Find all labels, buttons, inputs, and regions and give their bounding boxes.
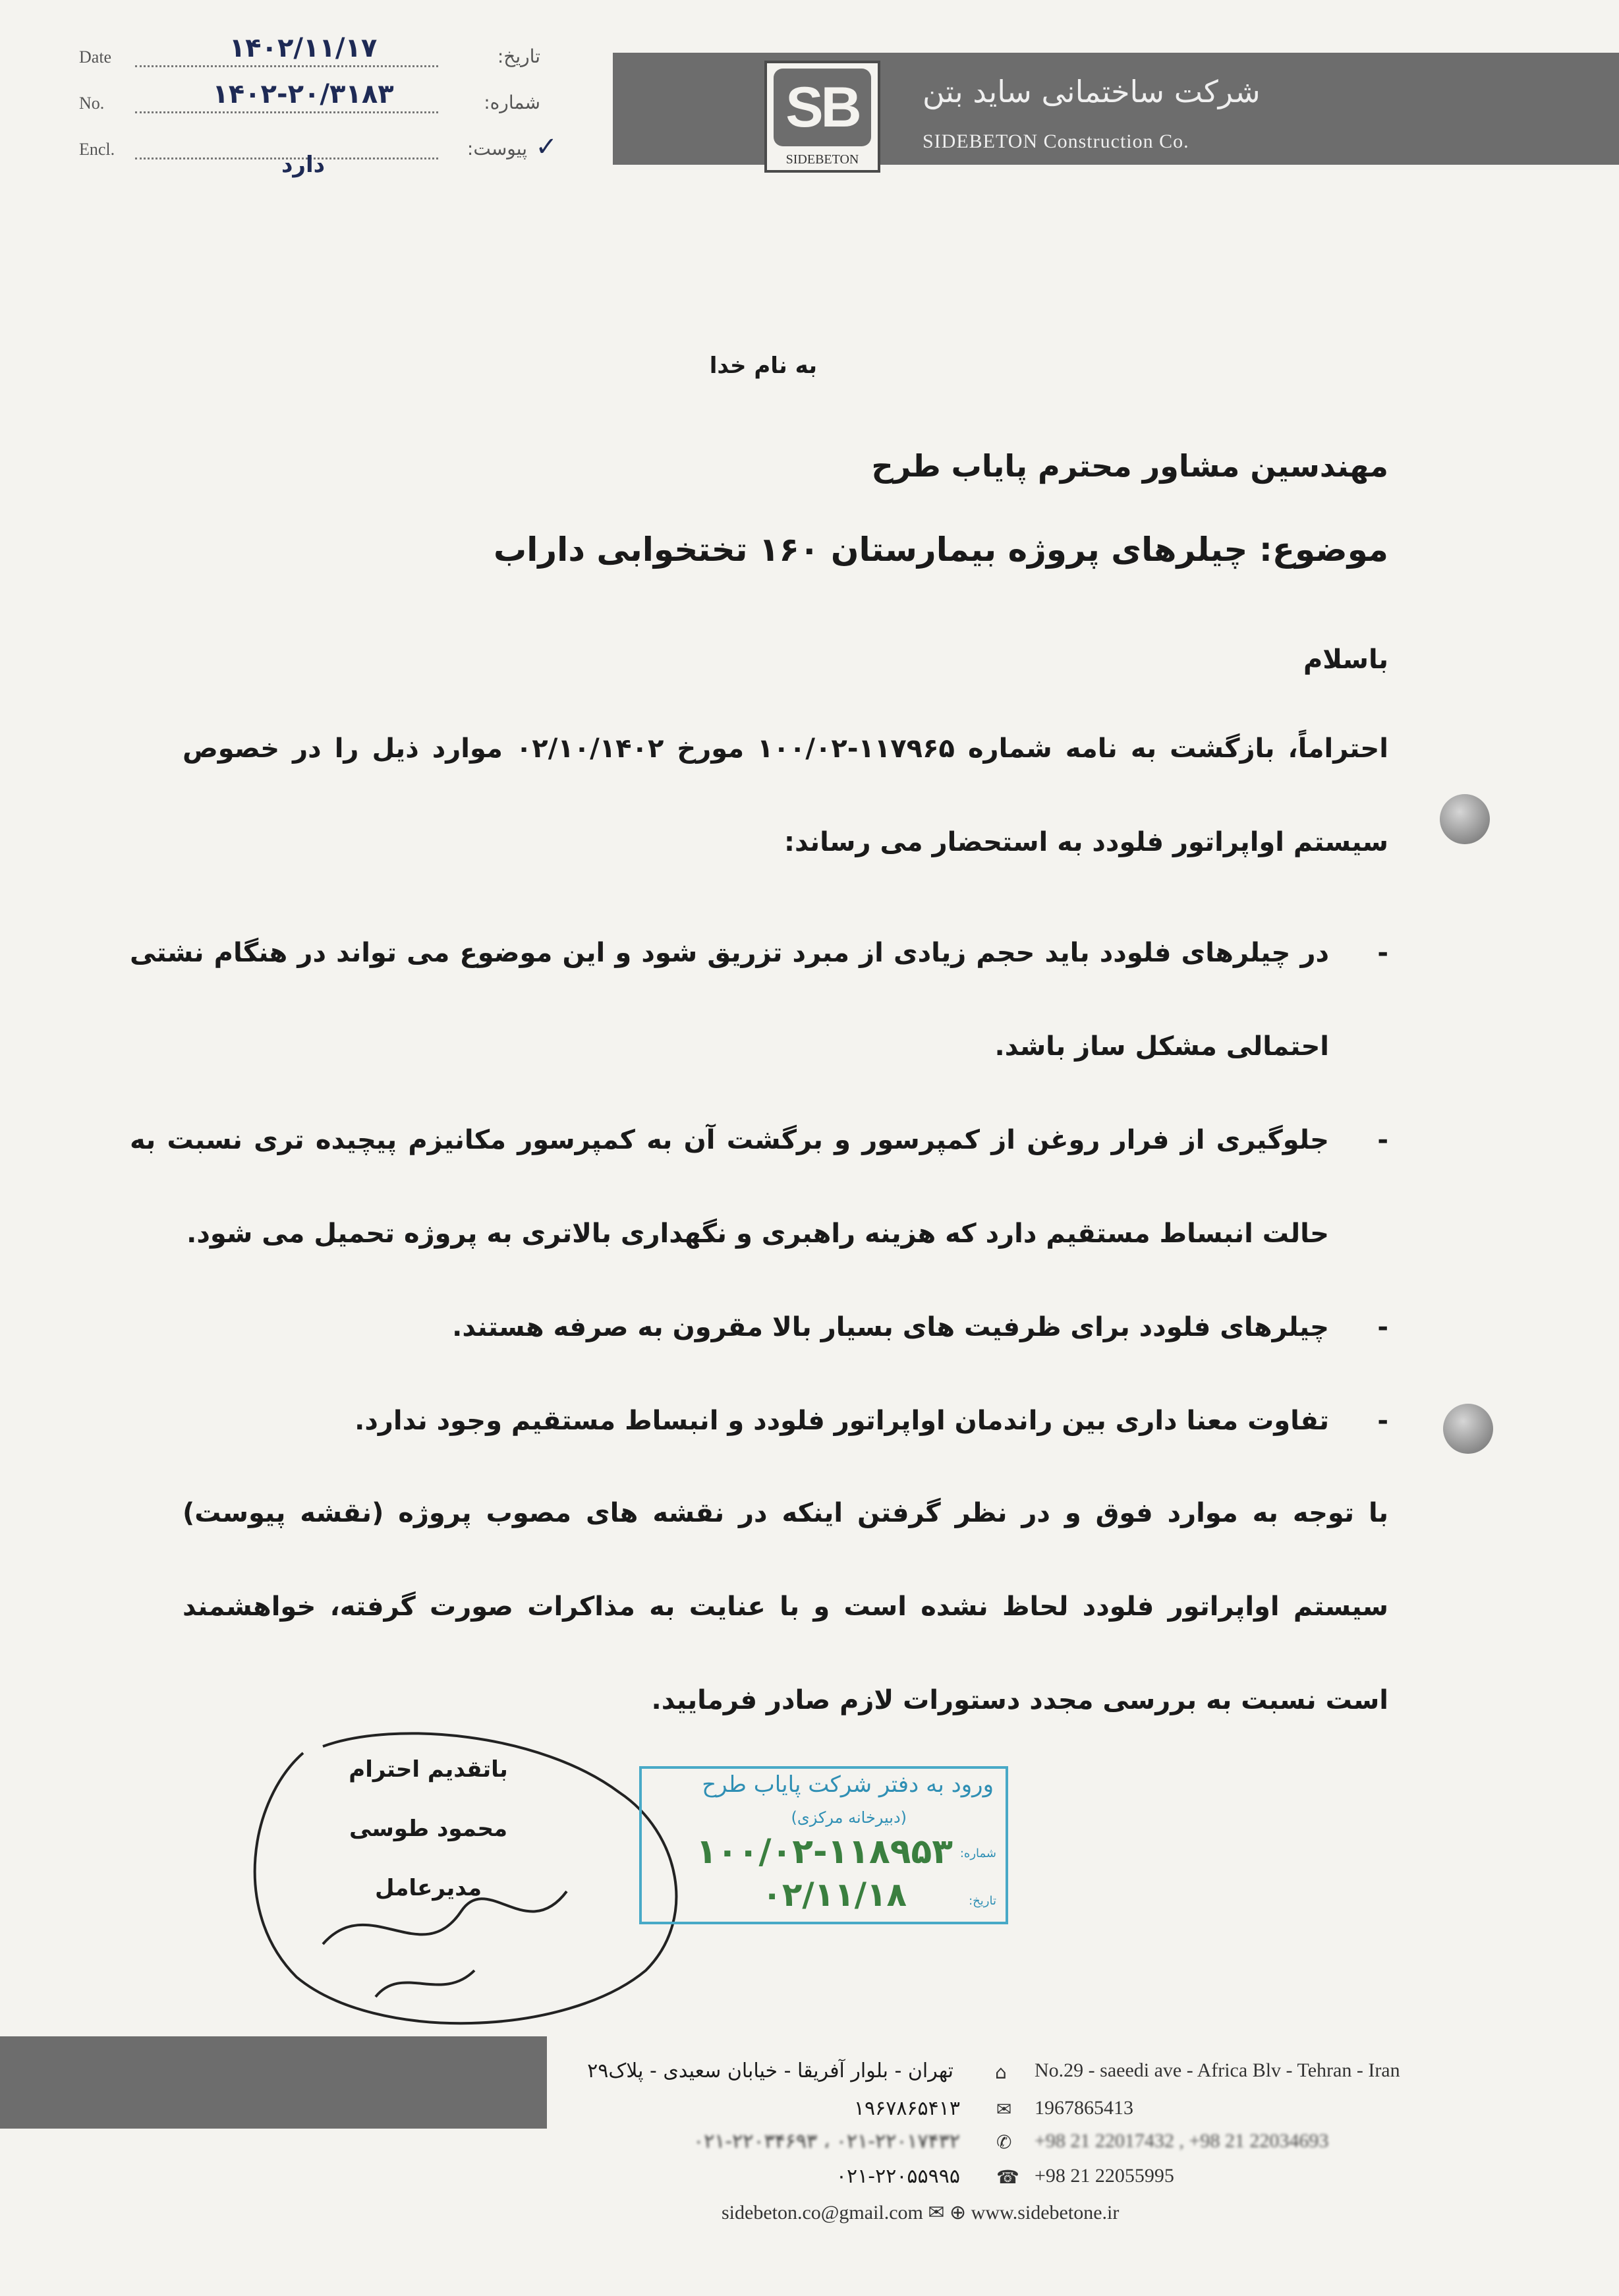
date-label-fa: تاریخ: <box>497 45 540 67</box>
company-name-fa: شرکت ساختمانی ساید بتن <box>923 74 1261 109</box>
encl-label-fa: پیوست: <box>467 138 527 159</box>
postal-fa: ۱۹۶۷۸۶۵۴۱۳ <box>853 2097 960 2120</box>
number-line <box>135 111 438 113</box>
encl-label-en: Encl. <box>79 140 115 159</box>
email-icon: ✉ <box>928 2202 950 2224</box>
date-label-en: Date <box>79 47 112 67</box>
list-item: - در چیلرهای فلودد باید حجم زیادی از مبرد تزریق شود و این موضوع می تواند در هنگام نشتی احتمالی مشکل ساز باشد. <box>130 906 1329 1093</box>
salutation: باسلام <box>1303 645 1388 675</box>
regards-text: باتقدیم احترام <box>349 1756 508 1783</box>
number-value: ۱۴۰۲-۲۰/۳۱۸۳ <box>212 79 394 109</box>
closing-paragraph: با توجه به موارد فوق و در نظر گرفتن اینکه در نقشه های مصوب پروژه (نقشه پیوست) سیستم اواپراتور فلودد لحاظ نشده است و با عنایت به مذاکرات صورت گرفته، خواهشمند است نسبت به بررسی مجدد دستورات لازم صادر فرمایید. <box>183 1498 1388 1715</box>
punch-hole-bottom <box>1443 1404 1493 1454</box>
date-line <box>135 65 438 67</box>
address-fa: تهران - بلوار آفریقا - خیابان سعیدی - پلاک۲۹ <box>587 2059 953 2082</box>
website-link[interactable]: www.sidebetone.ir <box>971 2202 1120 2224</box>
letter-meta <box>79 33 557 185</box>
home-icon: ⌂ <box>995 2061 1007 2083</box>
list-item: - جلوگیری از فرار روغن از کمپرسور و برگشت آن به کمپرسور مکانیزم پیچیده تری نسبت به حالت انبساط مستقیم دارد که هزینه راهبری و نگهداری بالاتری به پروژه تحمیل می شود. <box>130 1093 1329 1280</box>
contact-line <box>722 2201 1119 2224</box>
points-list <box>130 906 1329 1468</box>
list-item: - چیلرهای فلودد برای ظرفیت های بسیار بالا مقرون به صرفه هستند. <box>130 1280 1329 1374</box>
address-en: No.29 - saeedi ave - Africa Blv - Tehran - Iran <box>1035 2059 1400 2081</box>
list-item: - تفاوت معنا داری بین راندمان اواپراتور فلودد و انبساط مستقیم وجود ندارد. <box>130 1374 1329 1468</box>
date-row <box>79 33 554 72</box>
stamp-number-value: ۱۰۰/۰۲-۱۱۸۹۵۳ <box>696 1832 953 1872</box>
logo-caption: SIDEBETON <box>785 152 859 167</box>
encl-value: دارد <box>281 152 326 178</box>
signatory-title: مدیرعامل <box>375 1875 482 1901</box>
stamp-subtitle: (دبیرخانه مرکزی) <box>791 1808 907 1827</box>
phone-icon: ✆ <box>996 2131 1012 2153</box>
globe-icon: ⊕ <box>950 2202 967 2224</box>
punch-hole-top <box>1440 794 1490 844</box>
phone-en: +98 21 22017432 , +98 21 22034693 <box>1035 2130 1329 2152</box>
subject-line: موضوع: چیلرهای پروژه بیمارستان ۱۶۰ تختخوابی داراب <box>494 531 1388 569</box>
postal-en: 1967865413 <box>1035 2097 1133 2119</box>
company-logo <box>764 61 880 173</box>
stamp-number-label: شماره: <box>959 1847 996 1860</box>
bismillah: به نام خدا <box>709 353 817 379</box>
stamp-title: ورود به دفتر شرکت پایاب طرح <box>702 1771 994 1798</box>
check-mark-icon: ✓ <box>535 132 557 162</box>
email-address[interactable]: sidebeton.co@gmail.com <box>722 2202 923 2224</box>
intro-paragraph: احتراماً، بازگشت به نامه شماره ۱۱۷۹۶۵-۱۰۰/۰۲ مورخ ۰۲/۱۰/۱۴۰۲ موارد ذیل را در خصوص سیستم اواپراتور فلودد به استحضار می رساند: <box>183 733 1388 857</box>
mailbox-icon: ✉ <box>996 2098 1012 2120</box>
phone-fa: ۰۲۱-۲۲۰۱۷۴۳۲ ، ۰۲۱-۲۲۰۳۴۶۹۳ <box>693 2130 960 2153</box>
signature-block <box>290 1740 567 1918</box>
fax-icon: ☎ <box>996 2166 1019 2188</box>
addressee: مهندسین مشاور محترم پایاب طرح <box>871 448 1388 484</box>
number-row <box>79 79 554 119</box>
number-label-fa: شماره: <box>484 92 540 113</box>
stamp-date-label: تاریخ: <box>969 1894 996 1908</box>
fax-fa: ۰۲۱-۲۲۰۵۵۹۹۵ <box>836 2165 960 2188</box>
fax-en: +98 21 22055995 <box>1035 2165 1174 2187</box>
date-value: ۱۴۰۲/۱۱/۱۷ <box>229 33 378 63</box>
logo-letters: SB <box>774 69 871 146</box>
number-label-en: No. <box>79 94 105 113</box>
encl-row <box>79 125 557 178</box>
company-name-en: SIDEBETON Construction Co. <box>923 130 1189 152</box>
stamp-date-value: ۰۲/۱۱/۱۸ <box>762 1876 907 1914</box>
receipt-stamp <box>639 1766 1008 1924</box>
signatory-name: محمود طوسی <box>349 1816 508 1842</box>
